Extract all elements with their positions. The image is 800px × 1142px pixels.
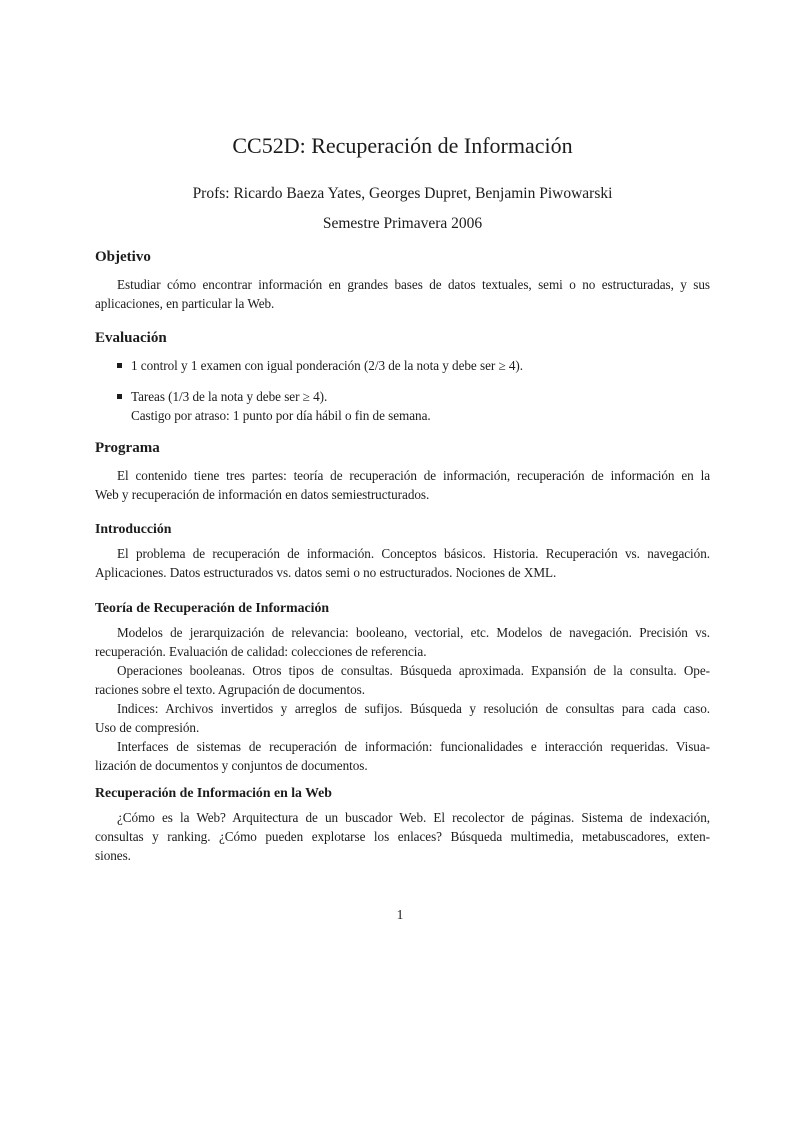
text-line: lización de documentos y conjuntos de documentos. <box>95 758 368 773</box>
paragraph <box>95 808 710 865</box>
text-line: Uso de compresión. <box>95 720 200 735</box>
text-line: 1 control y 1 examen con igual ponderación (2/3 de la nota y debe ser ≥ 4). <box>131 358 524 373</box>
semester-line: Semestre Primavera 2006 <box>322 215 483 232</box>
text-line: Modelos de jerarquización de relevancia: booleano, vectorial, etc. Modelos de navegación. Precisión vs. <box>117 625 710 640</box>
section-introduccion <box>95 519 710 582</box>
square-bullet-icon <box>117 394 122 399</box>
professors-line: Profs: Ricardo Baeza Yates, Georges Dupret, Benjamin Piwowarski <box>192 185 613 202</box>
paragraph <box>95 544 710 582</box>
text-line: Castigo por atraso: 1 punto por día hábil o fin de semana. <box>131 408 431 423</box>
section-heading: Programa <box>95 440 160 456</box>
section-heading: Recuperación de Información en la Web <box>95 785 332 800</box>
section-evaluacion <box>95 329 710 425</box>
section-heading: Evaluación <box>95 330 167 346</box>
paragraph <box>95 737 710 775</box>
text-line: consultas y ranking. ¿Cómo pueden explotarse los enlaces? Búsqueda multimedia, metabuscadores, exten- <box>95 829 710 844</box>
section-heading: Introducción <box>95 521 172 536</box>
section-teoria-de-recuperacion-de-informacion <box>95 598 710 775</box>
page-title: CC52D: Recuperación de Información <box>232 133 573 158</box>
section-objetivo <box>95 248 710 313</box>
text-line: siones. <box>95 848 131 863</box>
page-number: 1 <box>396 907 404 922</box>
text-line: Estudiar cómo encontrar información en grandes bases de datos textuales, semi o no estructuradas, y sus <box>117 277 710 292</box>
paragraph <box>95 275 710 313</box>
square-bullet-icon <box>117 363 122 368</box>
section-heading: Teoría de Recuperación de Información <box>95 600 330 615</box>
section-programa <box>95 439 710 504</box>
paragraph <box>95 623 710 661</box>
document-content <box>95 0 710 865</box>
bullet-item <box>95 387 710 425</box>
bullet-list <box>95 356 710 425</box>
document-sections <box>95 248 710 865</box>
text-line: Indices: Archivos invertidos y arreglos de sufijos. Búsqueda y resolución de consultas para cada caso. <box>117 701 710 716</box>
text-line: recuperación. Evaluación de calidad: colecciones de referencia. <box>95 644 427 659</box>
bullet-text <box>131 356 710 375</box>
section-recuperacion-de-informacion-en-la-web <box>95 783 710 865</box>
text-line: Tareas (1/3 de la nota y debe ser ≥ 4). <box>131 389 328 404</box>
paragraph <box>95 661 710 699</box>
bullet-text <box>131 387 710 425</box>
bullet-item <box>95 356 710 375</box>
text-line: ¿Cómo es la Web? Arquitectura de un buscador Web. El recolector de páginas. Sistema de indexación, <box>117 810 710 825</box>
paragraph <box>95 466 710 504</box>
text-line: Interfaces de sistemas de recuperación de información: funcionalidades e interacción requeridas. Visua- <box>117 739 710 754</box>
paragraph <box>95 699 710 737</box>
text-line: El contenido tiene tres partes: teoría de recuperación de información, recuperación de información en la <box>117 468 710 483</box>
text-line: Web y recuperación de información en datos semiestructurados. <box>95 487 430 502</box>
section-heading: Objetivo <box>95 249 151 265</box>
text-line: raciones sobre el texto. Agrupación de documentos. <box>95 682 365 697</box>
text-line: El problema de recuperación de información. Conceptos básicos. Historia. Recuperación vs. navegación. <box>117 546 710 561</box>
text-line: aplicaciones, en particular la Web. <box>95 296 275 311</box>
text-line: Operaciones booleanas. Otros tipos de consultas. Búsqueda aproximada. Expansión de la consulta. Ope- <box>117 663 710 678</box>
text-line: Aplicaciones. Datos estructurados vs. datos semi o no estructurados. Nociones de XML. <box>95 565 557 580</box>
